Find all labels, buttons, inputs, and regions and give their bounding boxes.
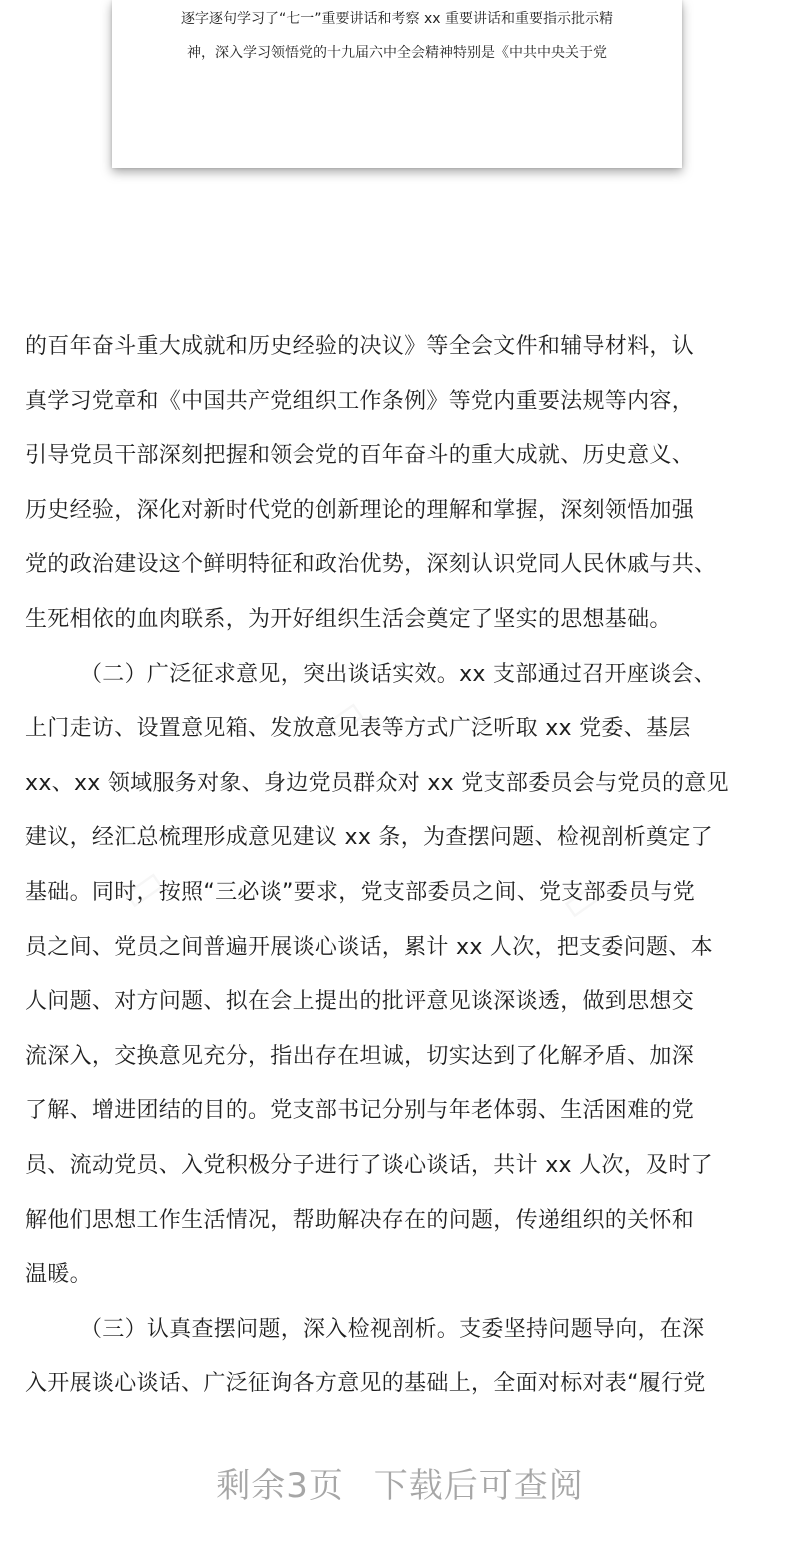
body-line: 历史经验，深化对新时代党的创新理论的理解和掌握，深刻领悟加强 <box>25 497 695 523</box>
body-line: 解他们思想工作生活情况，帮助解决存在的问题，传递组织的关怀和 <box>25 1207 695 1233</box>
body-line: xx、xx 领域服务对象、身边党员群众对 xx 党支部委员会与党员的意见 <box>25 770 729 796</box>
body-line: 了解、增进团结的目的。党支部书记分别与年老体弱、生活困难的党 <box>25 1098 695 1124</box>
section-heading-line: （二）广泛征求意见，突出谈话实效。xx 支部通过召开座谈会、 <box>80 661 717 687</box>
body-line: 引导党员干部深刻把握和领会党的百年奋斗的重大成就、历史意义、 <box>25 443 695 469</box>
body-line: 上门走访、设置意见箱、发放意见表等方式广泛听取 xx 党委、基层 <box>25 716 691 742</box>
body-line: 党的政治建设这个鲜明特征和政治优势，深刻认识党同人民休戚与共、 <box>25 552 717 578</box>
body-line: 基础。同时，按照“三必谈”要求，党支部委员之间、党支部委员与党 <box>25 879 696 905</box>
preview-line-2: 神，深入学习领悟党的十九届六中全会精神特别是《中共中央关于党 <box>187 45 607 61</box>
body-line: 入开展谈心谈话、广泛征询各方意见的基础上，全面对标对表“履行党 <box>25 1371 706 1397</box>
document-body <box>25 326 785 1418</box>
body-line: 建议，经汇总梳理形成意见建议 xx 条，为查摆问题、检视剖析奠定了 <box>25 825 713 851</box>
preview-card <box>112 0 682 168</box>
body-line: 的百年奋斗重大成就和历史经验的决议》等全会文件和辅导材料，认 <box>25 334 695 359</box>
body-line: 人问题、对方问题、拟在会上提出的批评意见谈深谈透，做到思想交 <box>25 989 695 1015</box>
download-notice[interactable]: 剩余3页 下载后可查阅 <box>216 1466 584 1506</box>
body-line: 温暖。 <box>25 1262 92 1288</box>
body-line: 生死相依的血肉联系，为开好组织生活会奠定了坚实的思想基础。 <box>25 606 672 632</box>
body-line: 员之间、党员之间普遍开展谈心谈话，累计 xx 人次，把支委问题、本 <box>25 934 713 960</box>
body-line: 员、流动党员、入党积极分子进行了谈心谈话，共计 xx 人次，及时了 <box>25 1152 713 1178</box>
section-heading-line: （三）认真查摆问题，深入检视剖析。支委坚持问题导向，在深 <box>80 1316 705 1342</box>
preview-line-1: 逐字逐句学习了“七一”重要讲话和考察 xx 重要讲话和重要指示批示精 <box>181 11 613 27</box>
body-line: 流深入，交换意见充分，指出存在坦诚，切实达到了化解矛盾、加深 <box>25 1043 695 1069</box>
body-line: 真学习党章和《中国共产党组织工作条例》等党内重要法规等内容， <box>25 388 695 414</box>
